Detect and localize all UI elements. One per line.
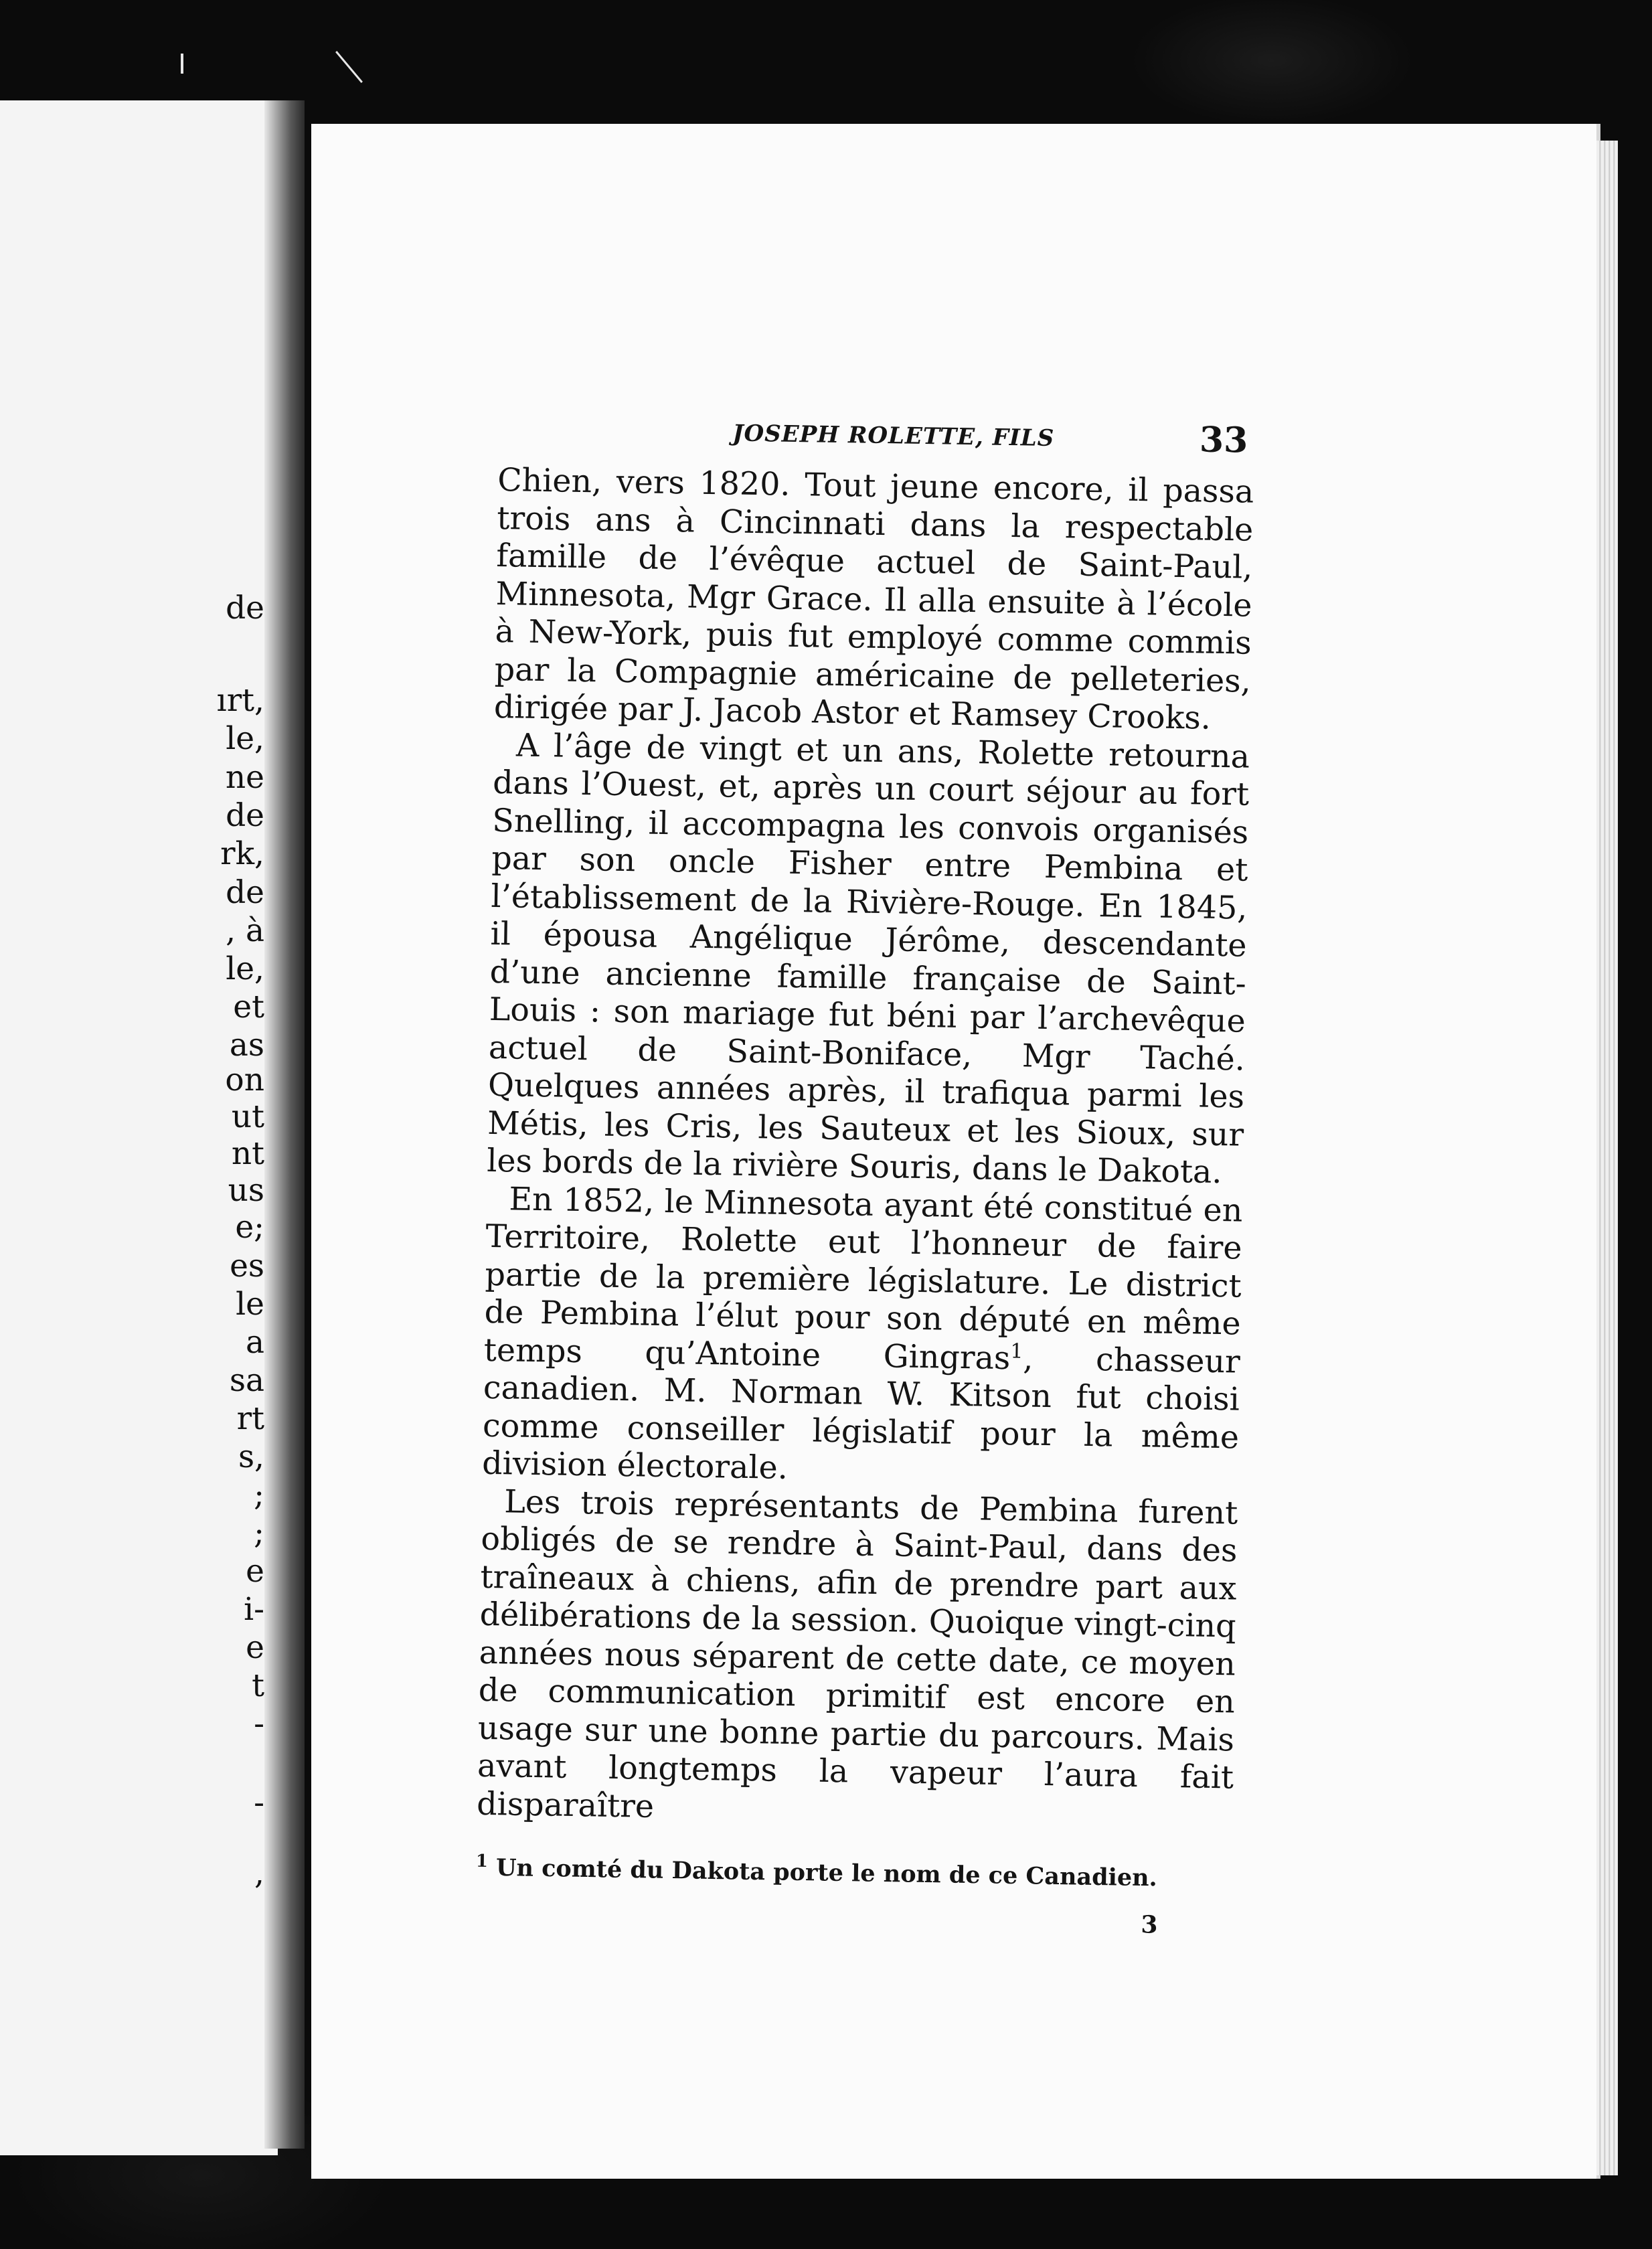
line-ending: - (254, 1705, 264, 1742)
line-ending: le, (226, 720, 264, 757)
line-ending: nt (231, 1135, 264, 1172)
paragraph: Chien, vers 1820. Tout jeune encore, il passa trois ans à Cincinnati dans la respectable famille de l’évêque actuel de Saint-Paul, Minnesota, Mgr Grace. Il alla ensuite à l’école à New-York, puis fut employé comme commis par la Compagnie américaine de pelleteries, dirigée par J. Jacob Astor et Ramsey Crooks. (493, 461, 1254, 737)
paragraph-text: En 1852, le Minnesota ayant été constitué en Territoire, Rolette eut l’honneur de faire partie de la première législature. Le district de Pembina l’élut pour son député en même temps qu’Antoine Gingras (483, 1180, 1243, 1377)
footnote-mark: 1 (475, 1851, 489, 1872)
paragraph (482, 1180, 1243, 1495)
footnote-text: Un comté du Dakota porte le nom de ce Canadien. (495, 1853, 1158, 1892)
line-ending: de (226, 590, 264, 627)
line-ending: on (225, 1062, 264, 1098)
line-ending: de (226, 874, 264, 911)
previous-page-line-endings (0, 100, 264, 2155)
line-ending: s, (238, 1438, 264, 1475)
line-ending: a (245, 1324, 264, 1361)
paragraph: Les trois représentants de Pembina furent obligés de se rendre à Saint-Paul, dans des traîneaux à chiens, afin de prendre part aux délibérations de la session. Quoique vingt-cinq années nous séparent de cette date, ce moyen de communication primitif est encore en usage sur une bonne partie du parcours. Mais avant longtemps la vapeur l’aura fait disparaître (476, 1483, 1238, 1825)
line-ending: sa (229, 1362, 264, 1399)
page-number: 33 (1199, 419, 1248, 461)
footnote (475, 1851, 1232, 1893)
line-ending: es (230, 1248, 264, 1284)
line-ending: de (226, 797, 264, 834)
page-stack-edge (1596, 141, 1618, 2175)
line-ending: rt (236, 1400, 264, 1437)
line-ending: e (246, 1553, 264, 1590)
line-ending: ne (225, 759, 264, 796)
line-ending: - (254, 1784, 264, 1821)
line-ending: et (233, 989, 264, 1025)
line-ending: e (246, 1629, 264, 1666)
line-ending: t (252, 1667, 264, 1704)
book-gutter (264, 100, 305, 2149)
line-ending: , (254, 1855, 264, 1892)
line-ending: us (228, 1172, 264, 1209)
line-ending: e; (235, 1209, 264, 1246)
page-content (475, 408, 1255, 1940)
signature-mark: 3 (1141, 1910, 1158, 1939)
paragraph: A l’âge de vingt et un ans, Rolette retourna dans l’Ouest, et, après un court séjour au fort Snelling, il accompagna les convois organisés par son oncle Fisher entre Pembina et l’établissement de la Rivière-Rouge. En 1845, il épousa Angélique Jérôme, descendante d’une ancienne famille française de Saint-Louis : son mariage fut béni par l’archevêque actuel de Saint-Boniface, Mgr Taché. Quelques années après, il trafiqua parmi les Métis, les Cris, les Sauteux et les Sioux, sur les bords de la rivière Souris, dans le Dakota. (486, 726, 1250, 1191)
line-ending: , à (226, 912, 264, 949)
running-head-title: JOSEPH ROLETTE, FILS (732, 420, 1055, 452)
line-ending: le (236, 1286, 264, 1323)
line-ending: i- (244, 1591, 264, 1628)
line-ending: ut (231, 1098, 264, 1135)
line-ending: as (229, 1027, 264, 1064)
line-ending: ; (254, 1515, 264, 1552)
line-ending: rk, (220, 835, 264, 872)
body-text (477, 462, 1254, 1835)
line-ending: le, (226, 950, 264, 987)
previous-page (0, 100, 278, 2155)
paragraph-text: , chasseur canadien. M. Norman W. Kitson fut choisi comme conseiller législatif pour la même division électorale. (481, 1339, 1241, 1487)
line-ending: ; (254, 1477, 264, 1513)
line-ending: ırt, (216, 682, 264, 719)
footnote-reference: 1 (1010, 1339, 1023, 1363)
scan-artifact (181, 54, 183, 74)
